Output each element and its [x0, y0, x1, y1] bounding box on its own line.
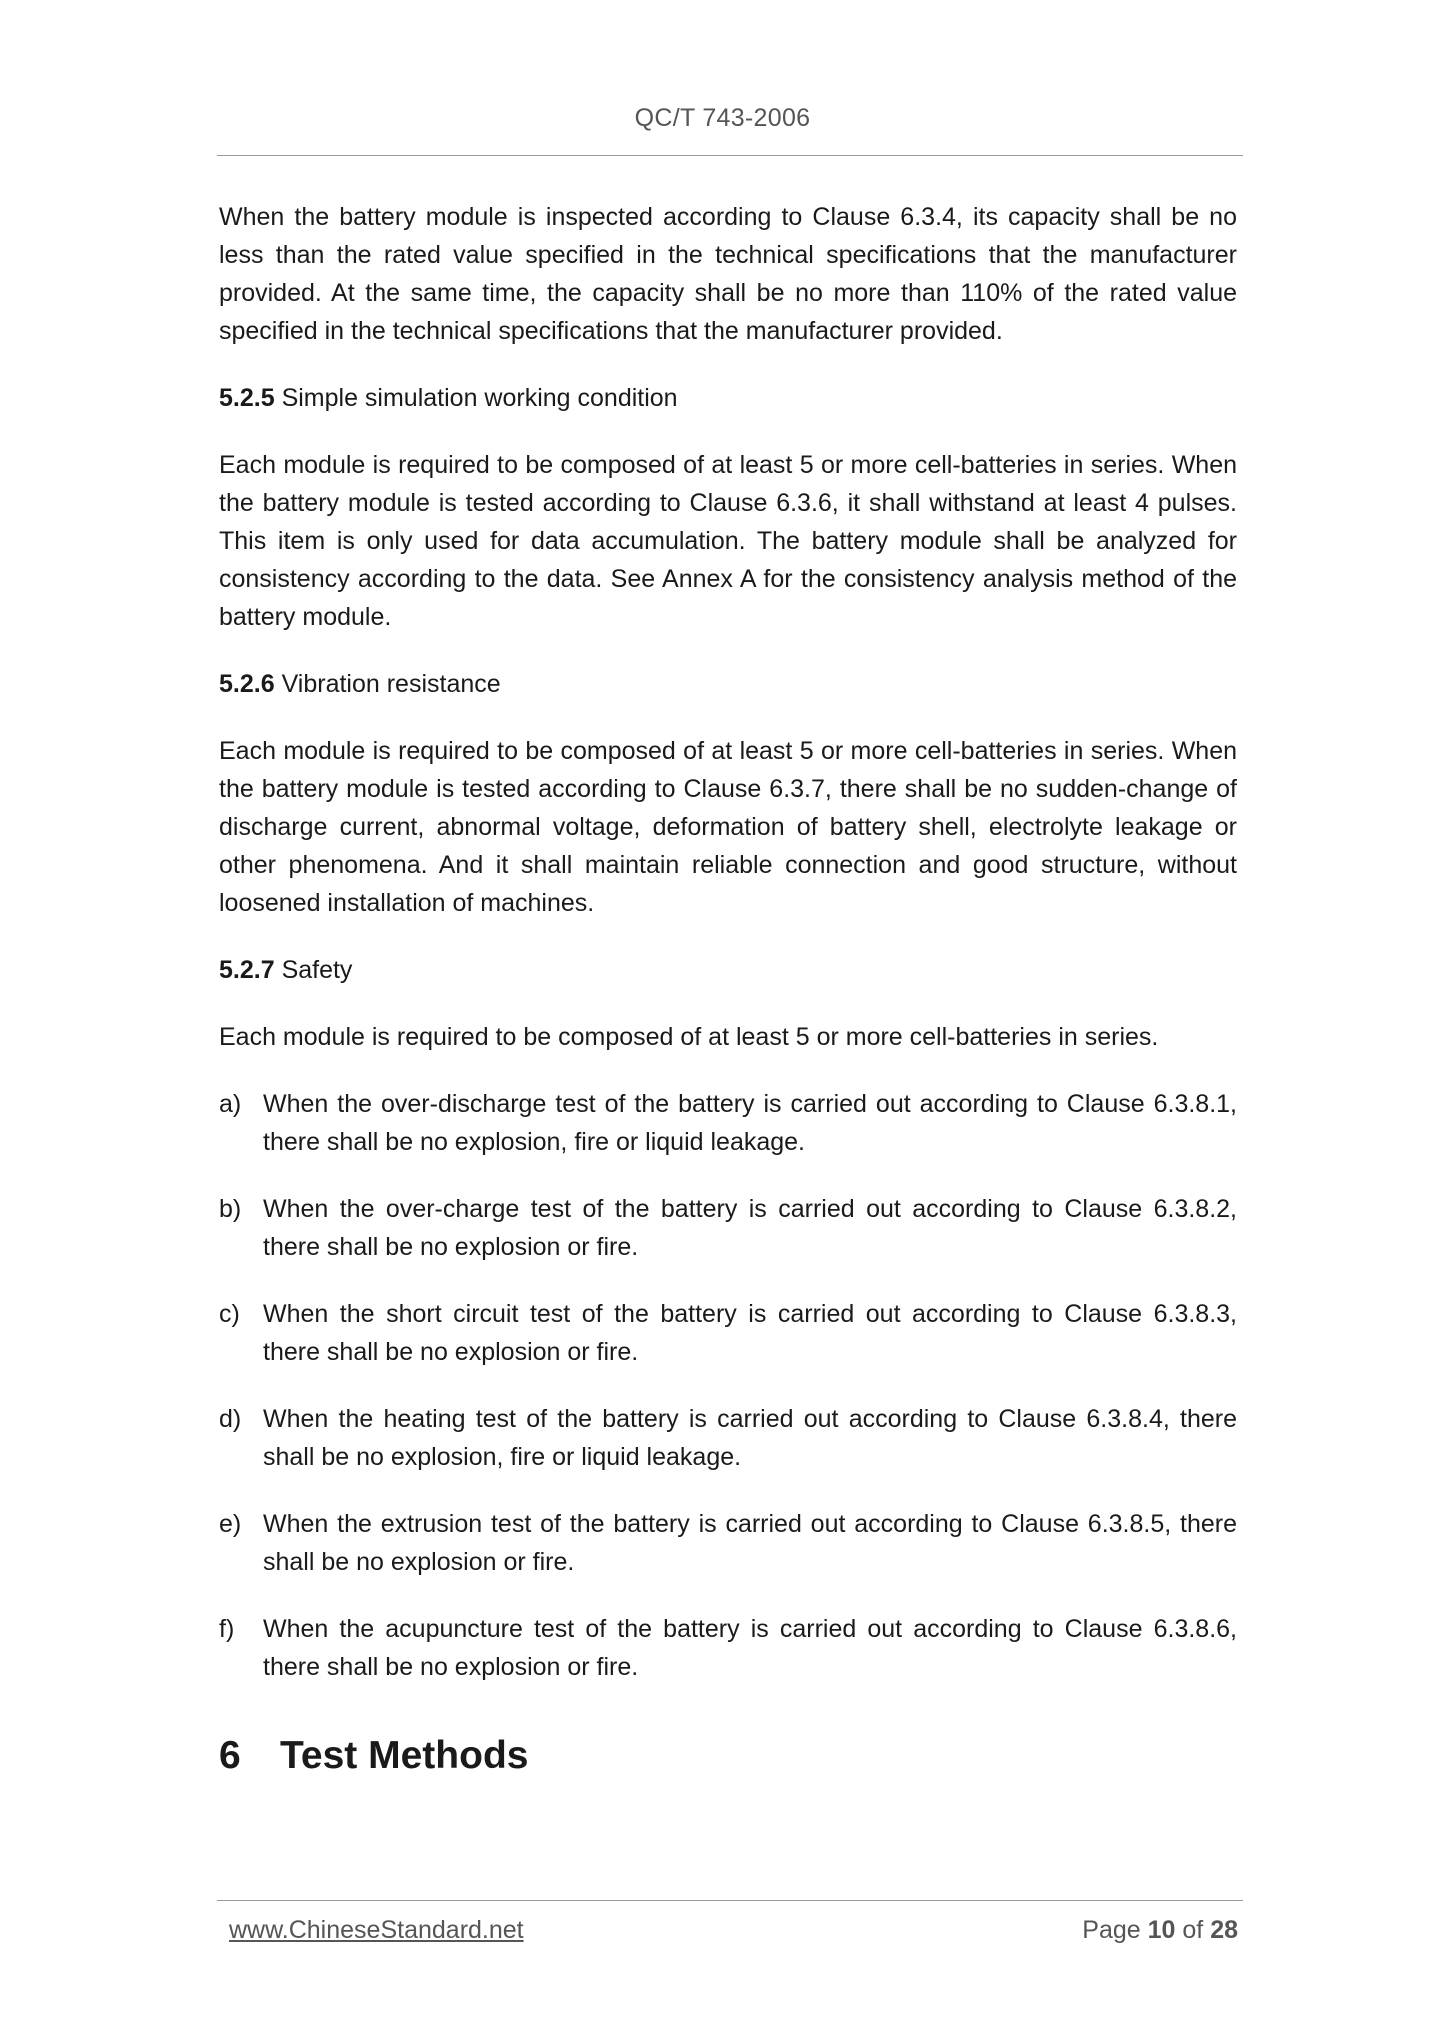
section-number: 5.2.6 [219, 670, 275, 698]
list-item-text: When the heating test of the battery is carried out according to Clause 6.3.8.4, there shall be no explosion, fire or liquid leakage. [263, 1405, 1237, 1471]
page-total: 28 [1210, 1916, 1238, 1944]
list-item-text: When the over-charge test of the battery is carried out according to Clause 6.3.8.2, there shall be no explosion or fire. [263, 1195, 1237, 1261]
list-item-text: When the extrusion test of the battery is carried out according to Clause 6.3.8.5, there shall be no explosion or fire. [263, 1510, 1237, 1576]
intro-paragraph: When the battery module is inspected according to Clause 6.3.4, its capacity shall be no less than the rated value specified in the technical specifications that the manufacturer provided. At the same time, the capacity shall be no more than 110% of the rated value specified in the technical specifications that the manufacturer provided. [219, 203, 1237, 345]
section-heading-5-2-6 [219, 665, 1237, 703]
chapter-heading [219, 1732, 1237, 1780]
list-item-b [219, 1190, 1237, 1266]
list-marker: e) [219, 1510, 242, 1538]
list-item-c [219, 1295, 1237, 1371]
list-item-e [219, 1505, 1237, 1581]
list-marker: d) [219, 1405, 242, 1433]
list-marker: f) [219, 1615, 235, 1643]
page-current: 10 [1147, 1916, 1176, 1944]
list-item-text: When the short circuit test of the battery is carried out according to Clause 6.3.8.3, there shall be no explosion or fire. [263, 1300, 1237, 1366]
section-body-5-2-6: Each module is required to be composed of at least 5 or more cell-batteries in series. When the battery module is tested according to Clause 6.3.7, there shall be no sudden-change of discharge current, abnormal voltage, deformation of battery shell, electrolyte leakage or other phenomena. And it shall maintain reliable connection and good structure, without loosened installation of machines. [219, 737, 1237, 917]
section-title: Simple simulation working condition [281, 384, 678, 412]
list-item-a [219, 1085, 1237, 1161]
page-number [1082, 1916, 1238, 1945]
list-item-text: When the over-discharge test of the battery is carried out according to Clause 6.3.8.1, there shall be no explosion, fire or liquid leakage. [263, 1090, 1237, 1156]
section-title: Vibration resistance [281, 670, 501, 698]
section-number: 5.2.5 [219, 384, 275, 412]
section-body-5-2-5: Each module is required to be composed of at least 5 or more cell-batteries in series. When the battery module is tested according to Clause 6.3.6, it shall withstand at least 4 pulses. This item is only used for data accumulation. The battery module shall be analyzed for consistency according to the data. See Annex A for the consistency analysis method of the battery module. [219, 451, 1237, 631]
page-word: Page [1082, 1916, 1141, 1944]
page-content [219, 198, 1237, 1780]
document-code-header: QC/T 743-2006 [634, 104, 811, 132]
header-divider [217, 155, 1243, 156]
list-marker: c) [219, 1300, 240, 1328]
list-item-f [219, 1610, 1237, 1686]
website-link[interactable]: www.ChineseStandard.net [229, 1916, 524, 1944]
section-heading-5-2-7 [219, 951, 1237, 989]
list-marker: b) [219, 1195, 242, 1223]
chapter-title: Test Methods [280, 1734, 529, 1777]
section-heading-5-2-5 [219, 379, 1237, 417]
list-marker: a) [219, 1090, 242, 1118]
section-title: Safety [281, 956, 353, 984]
chapter-number: 6 [219, 1734, 241, 1777]
section-number: 5.2.7 [219, 956, 275, 984]
section-body-5-2-7: Each module is required to be composed of at least 5 or more cell-batteries in series. [219, 1023, 1159, 1051]
list-item-d [219, 1400, 1237, 1476]
list-item-text: When the acupuncture test of the battery is carried out according to Clause 6.3.8.6, there shall be no explosion or fire. [263, 1615, 1237, 1681]
page-of: of [1182, 1916, 1204, 1944]
footer-divider [217, 1900, 1243, 1901]
